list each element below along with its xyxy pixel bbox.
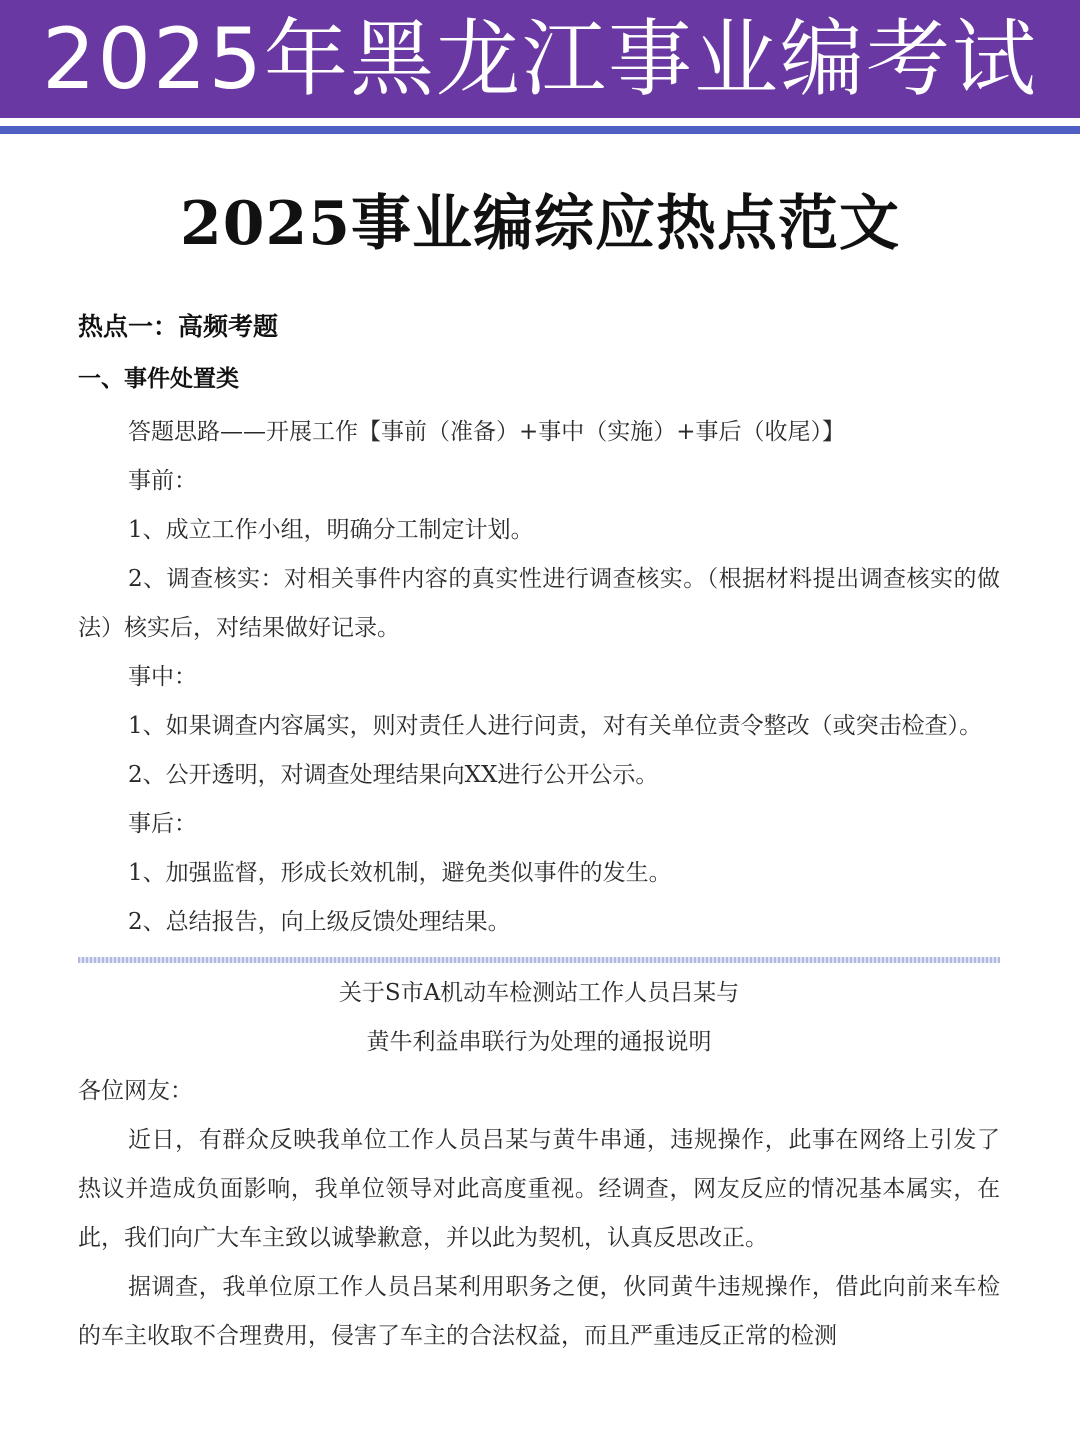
- during-item-1: 1、如果调查内容属实，则对责任人进行问责，对有关单位责令整改（或突击检查）。: [128, 713, 983, 739]
- phase-after-label: 事后：: [128, 811, 197, 837]
- notice-title-line-1: 关于S市A机动车检测站工作人员吕某与: [338, 980, 740, 1006]
- after-item-1: 1、加强监督，形成长效机制，避免类似事件的发生。: [128, 860, 672, 886]
- notice-salutation: 各位网友：: [78, 1078, 193, 1104]
- section-heading: 一、事件处置类: [78, 366, 239, 392]
- document-body: [78, 305, 1000, 1361]
- banner-rule: [0, 126, 1080, 134]
- document-title: 2025事业编综应热点范文: [180, 189, 900, 259]
- banner-title: 2025年黑龙江事业编考试: [42, 10, 1038, 108]
- banner: [0, 0, 1080, 118]
- answer-approach: 答题思路——开展工作【事前（准备）+事中（实施）+事后（收尾）】: [128, 419, 846, 445]
- during-item-2: 2、公开透明，对调查处理结果向XX进行公开公示。: [128, 762, 659, 788]
- phase-before-label: 事前：: [128, 468, 197, 494]
- notice-title-line-2: 黄牛利益串联行为处理的通报说明: [366, 1029, 712, 1055]
- notice-paragraph-1: 近日，有群众反映我单位工作人员吕某与黄牛串通，违规操作，此事在网络上引发了热议并造成负面影响，我单位领导对此高度重视。经调查，网友反应的情况基本属实，在此，我们向广大车主致以诚挚歉意，并以此为契机，认真反思改正。: [78, 1127, 1000, 1251]
- section-divider: [78, 957, 1000, 963]
- hot-topic-heading: 热点一：高频考题: [78, 312, 279, 341]
- before-item-2: 2、调查核实：对相关事件内容的真实性进行调查核实。（根据材料提出调查核实的做法）核实后，对结果做好记录。: [78, 566, 1000, 641]
- notice-paragraph-2: 据调查，我单位原工作人员吕某利用职务之便，伙同黄牛违规操作，借此向前来车检的车主收取不合理费用，侵害了车主的合法权益，而且严重违反正常的检测: [78, 1274, 1000, 1349]
- before-item-1: 1、成立工作小组，明确分工制定计划。: [128, 517, 534, 543]
- after-item-2: 2、总结报告，向上级反馈处理结果。: [128, 909, 511, 935]
- phase-during-label: 事中：: [128, 664, 197, 690]
